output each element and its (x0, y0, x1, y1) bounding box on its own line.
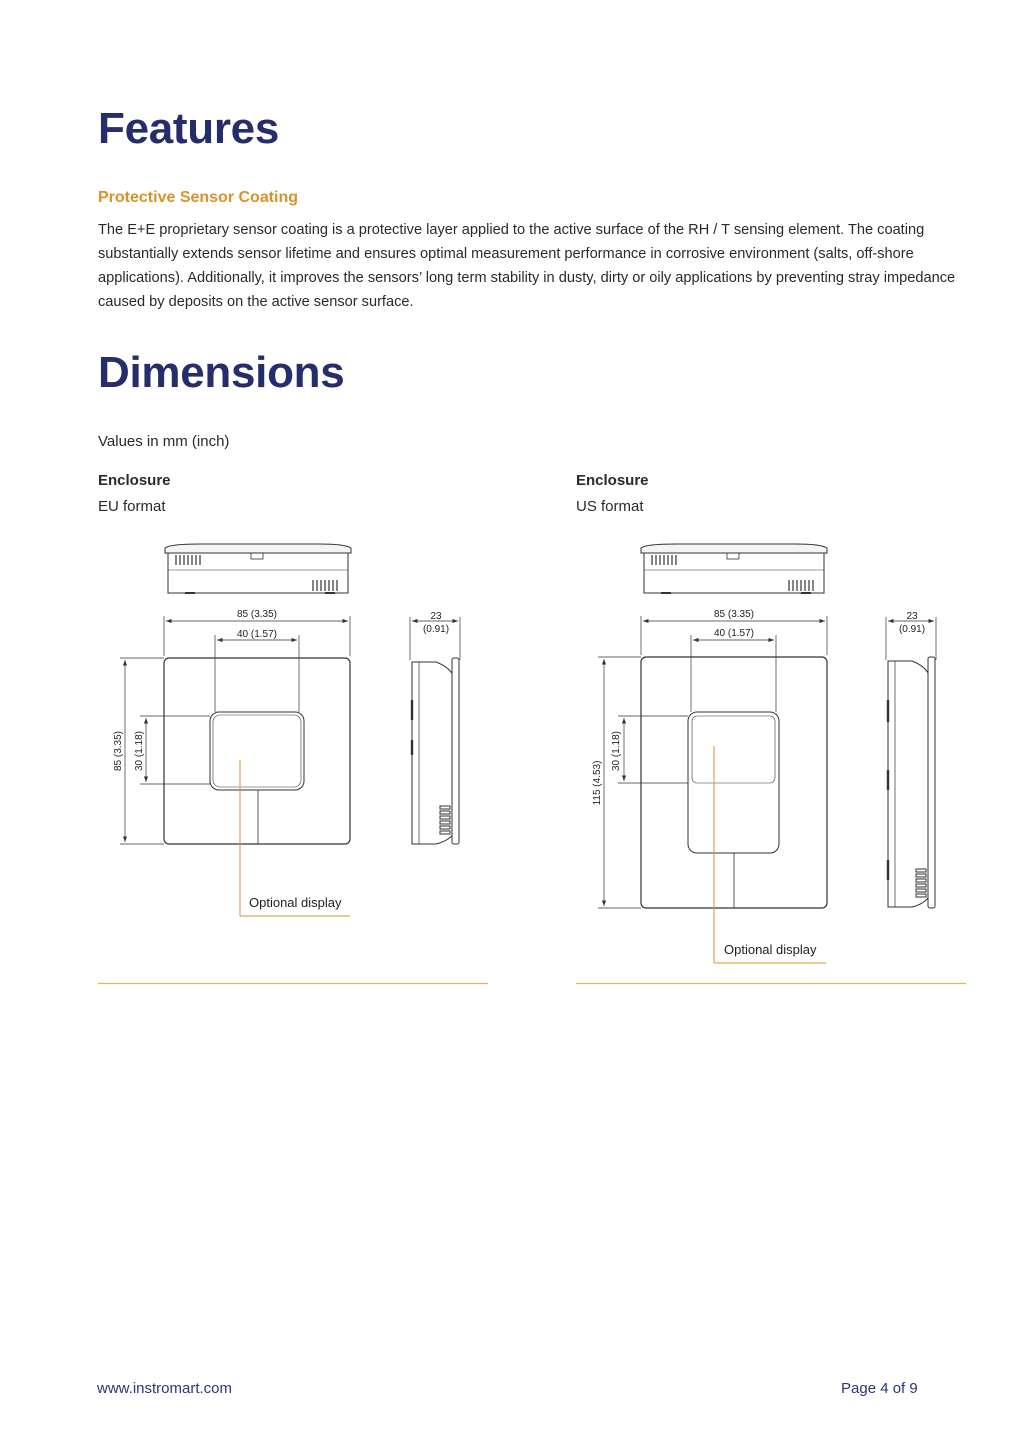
us-depth-inch-label: (0.91) (898, 624, 926, 635)
eu-side-view (412, 658, 459, 844)
us-front-view (641, 657, 827, 908)
us-side-view (888, 657, 935, 908)
eu-front-view (164, 658, 350, 844)
us-top-view (641, 544, 827, 593)
units-note: Values in mm (inch) (98, 433, 230, 450)
eu-depth-label: 23 (430, 611, 442, 622)
dimensions-heading: Dimensions (98, 348, 345, 397)
eu-display-width-label: 40 (1.57) (236, 629, 278, 640)
footer-website-link[interactable]: www.instromart.com (97, 1380, 233, 1397)
us-enclosure-title: Enclosure (576, 472, 649, 489)
eu-depth-inch-label: (0.91) (422, 624, 450, 635)
eu-height-label: 85 (3.35) (113, 730, 124, 772)
eu-dimension-lines (120, 616, 460, 844)
footer-page-number: Page 4 of 9 (841, 1380, 918, 1397)
eu-optional-display-callout: Optional display (249, 895, 342, 910)
us-format-label: US format (576, 498, 644, 515)
us-height-label: 115 (4.53) (592, 760, 603, 806)
features-heading: Features (98, 104, 280, 153)
us-display-height-label: 30 (1.18) (611, 730, 622, 772)
us-depth-label: 23 (906, 611, 918, 622)
eu-format-label: EU format (98, 498, 166, 515)
us-dimension-lines (598, 616, 936, 908)
us-optional-display-callout: Optional display (724, 942, 817, 957)
us-display-width-label: 40 (1.57) (713, 628, 755, 639)
protective-coating-subheading: Protective Sensor Coating (98, 189, 299, 206)
eu-top-view (165, 544, 351, 593)
us-callout-leader (714, 746, 826, 963)
eu-enclosure-title: Enclosure (98, 472, 171, 489)
eu-display-height-label: 30 (1.18) (134, 730, 145, 772)
eu-callout-leader (240, 760, 350, 916)
us-width-label: 85 (3.35) (713, 609, 755, 620)
eu-width-label: 85 (3.35) (236, 609, 278, 620)
protective-coating-paragraph: The E+E proprietary sensor coating is a protective layer applied to the active surface of the RH / T sensing element. The coating substantially extends sensor lifetime and ensures optimal measurement performance in corrosive environment (salts, off-shore applications). Additionally, it improves the sensors’ long term stability in dusty, dirty or oily applications by preventing stray impedance caused by deposits on the active sensor surface. (98, 222, 956, 310)
